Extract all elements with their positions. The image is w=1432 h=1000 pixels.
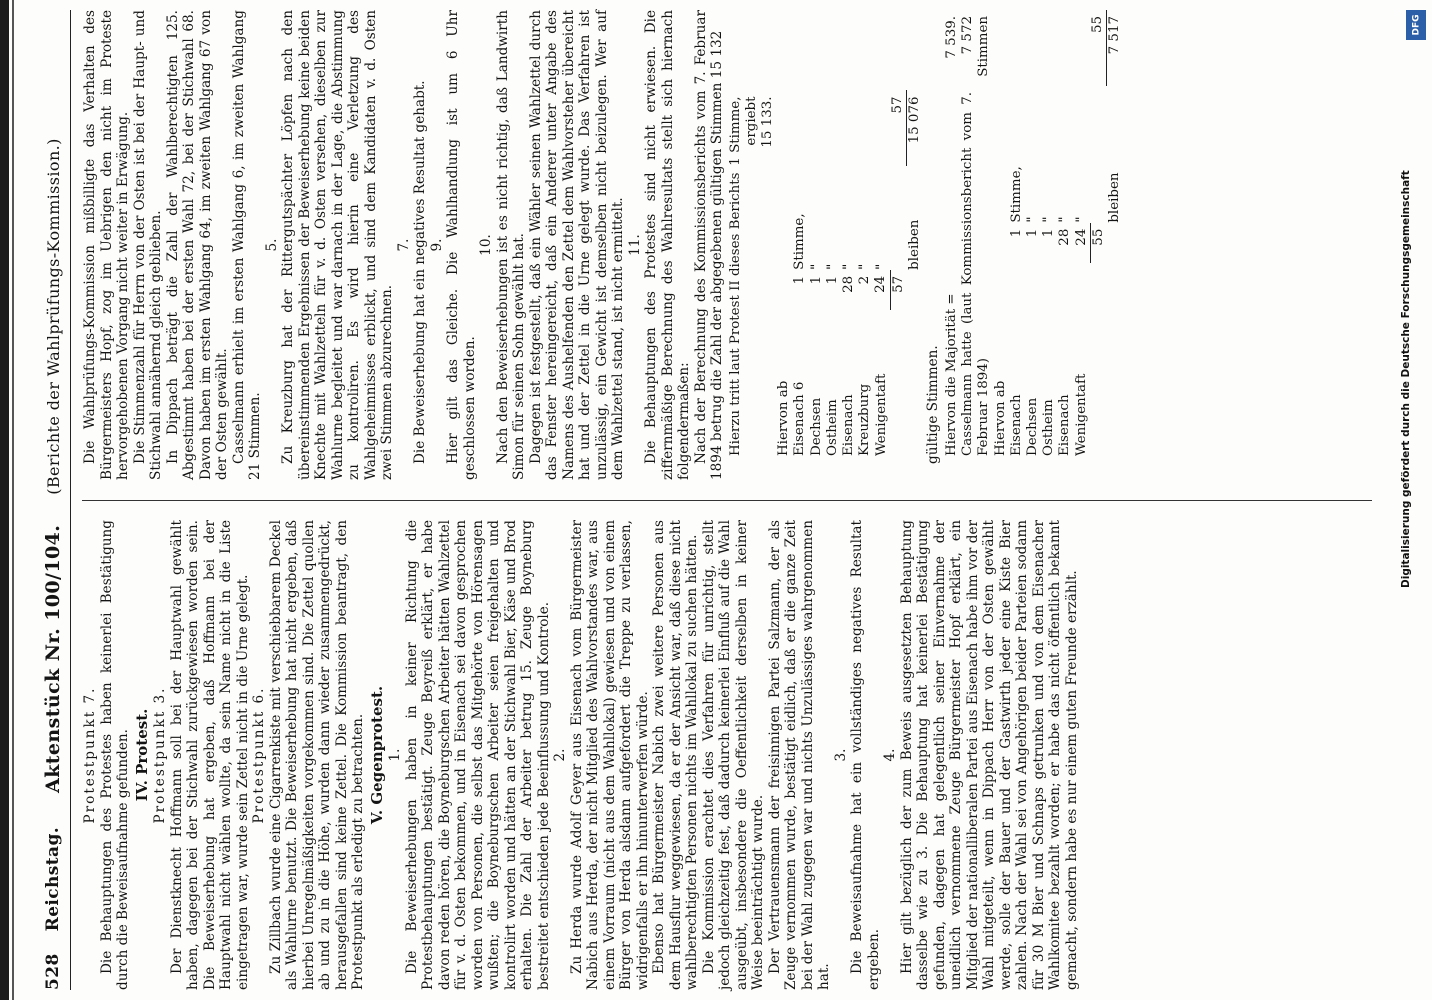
paragraph: Die Behauptungen des Protestes haben keinerlei Bestätigung durch die Beweisaufnahme gefunden. [98,520,131,990]
table-cell: Wenigentaft [873,373,889,456]
paragraph: Hier gilt bezüglich der zum Beweis ausgesetzten Behauptung dasselbe wie zu 3. Die Behauptung hat keinerlei Bestätigung gefunden, dagegen hat gelegentlich seiner Einvernahme der uneidlich vernommene Zeuge Bürgermeister Hopf erklärt, ein Mitglied der nationalliberalen Partei aus Eisenach habe ihm vor der Wahl mitgeteilt, wenn in Dippach Herr von der Osten gewählt werde, solle der Bauer und der Gastwirth jeder eine Kiste Bier zahlen. Nach der Wahl sei von Angehörigen beider Parteien sodann für 30 M Bier und Schnaps getrunken und von dem Eisenacher Wahlkomitee bezahlt worden; er habe das nicht öffentlich bekannt gemacht, sondern habe es nur einem guten Freunde erzählt. [898,520,1080,990]
table-cell: 1 [808,275,824,285]
table-row [776,91,792,457]
table-cell: Casselmann hatte (laut Kommissionsbericht vom 7. Februar 1894) [960,92,992,456]
paragraph: gültige Stimmen. [925,345,942,464]
table-cell: 1 Stimme, [727,96,743,166]
table-cell: 7 517 [1107,16,1123,55]
table-row [1025,10,1041,456]
table-row [809,91,825,457]
table-cell: " [1057,216,1073,223]
table-row [960,10,992,456]
item-number: 9. [428,238,445,252]
table-row [873,91,890,457]
table-cell: Wenigentaft [1073,373,1089,456]
header-aktenstueck: Aktenstück Nr. 100/104. [42,524,64,793]
table-cell: 24 [873,270,890,310]
table-cell: 1 [1024,228,1040,238]
table-cell: bleiben [1107,172,1123,223]
table-cell: Eisenach [1057,394,1073,456]
paragraph: Hier gilt das Gleiche. Die Wahlhandlung ist um 6 Uhr geschlossen worden. [445,10,478,480]
table-cell: Kreuzburg [857,383,873,456]
section-heading: V. Gegenprotest. [367,685,386,825]
table-row [728,91,744,457]
paragraph: Die Behauptungen des Protestes sind nicht erwiesen. Die ziffernmäßige Berechnung des Wahlresultats stellt sich hiernach folgendermaßen: [643,10,692,480]
table-row [1009,10,1025,456]
paragraph: Der Vertrauensmann der freisinnigen Partei Salzmann, der als Zeuge vernommen wurde, bestätigt eidlich, daß er die ganze Zeit bei der Wahl zugegen war und nichts Unzulässiges wahrgenommen hat. [766,520,832,990]
paragraph: In Dippach beträgt die Zahl der Wahlberechtigten 125. Abgestimmt haben bei der ersten Wahl 72, bei der Stichwahl 68. Davon haben im ersten Wahlgang 64, im zweiten Wahlgang 67 von der Osten gewählt. [164,10,230,480]
table-cell: 1 [792,275,808,285]
table-cell: 28 [840,275,856,293]
section-heading: Protestpunkt 3. [152,686,168,824]
table-row [944,10,960,456]
column-divider [82,500,1372,501]
page-edge-line [12,0,14,1000]
paragraph: Die Beweiserhebungen haben in keiner Richtung die Protestbehauptungen bestätigt. Zeuge Beyreiß erklärt, er habe davon reden hören, die Boyneburgschen Arbeiter hätten Wahlzettel für v. d. Osten bekommen, und in Eisenach sei davon gesprochen worden von Personen, die selbst das Mitgehörte von Hörensagen wußten; die Boyneburgschen Arbeiter seien freigehalten und kontrolirt worden und hätten an der Stichwahl Bier, Käse und Brod erhalten. Die Zahl der Arbeiter betrug 15. Zeuge Boyneburg bestreitet entschieden jede Beeinflussung und Kontrole. [403,520,552,990]
table-row [825,91,841,457]
item-number: 11. [626,234,643,256]
table-cell: " [808,263,824,270]
table-cell: Ostheim [824,399,840,456]
right-column [82,10,1376,480]
dfg-credit: Digitalisierung gefördert durch die Deutsche Forschungsgemeinschaft [1400,170,1412,588]
calculation-table [728,91,924,457]
table-cell: Stimme, [1008,166,1024,223]
table-cell: 28 [1057,228,1073,246]
table-cell: ergiebt 15 133. [743,96,775,148]
table-cell: Hiervon ab [776,380,792,456]
paragraph: Die Beweisaufnahme hat ein vollständiges negatives Resultat ergeben. [849,520,882,990]
table-cell: 55 [1090,228,1106,246]
paragraph: Zu Herda wurde Adolf Geyer aus Eisenach vom Bürgermeister Nabich aus Herda, der nicht Mitglied des Wahlvorstandes war, aus einem Vorraum (nicht aus dem Wahllokal) gewiesen und von einem Bürger von Herda alsdann aufgefordert die Treppe zu verlassen, widrigenfalls er ihn hinunterwerfen würde. [568,520,651,990]
dfg-logo [1406,10,1426,40]
table-row [1107,10,1124,456]
item-number: 3. [832,748,849,762]
table-row [1057,10,1073,456]
table-cell: Dechsen [808,397,824,456]
item-number: 2. [552,748,568,762]
table-cell: 1 [824,275,840,285]
table-cell: 1 [1008,228,1024,238]
table-cell: " [1024,216,1040,223]
table-cell: 7 539. [943,16,959,59]
table-cell: Eisenach [840,394,856,456]
table-cell: 7 572 Stimmen [960,16,992,77]
table-cell: 15 076 [907,96,923,144]
table-row [907,91,924,457]
table-cell: 55 [1090,10,1107,86]
paragraph: Zu Kreuzburg hat der Rittergutspächter Löpfen nach den übereinstimmenden Ergebnissen der Beweiserhebung keine beiden Knechte mit Wahlzetteln für v. d. Osten versehen, dieselben zur Wahlurne begleitet und war darnach in der Lage, die Abstimmung zu kontroliren. Es wird hierin eine Verletzung des Wahlgeheimnisses erblickt, und sind dem Kandidaten v. d. Osten zwei Stimmen abzurechnen. [280,10,395,480]
table-row [1074,10,1091,456]
table-cell: Hierzu tritt laut Protest II dieses Berichts [727,172,743,456]
table-row [993,10,1009,456]
table-cell: Hiervon ab [992,380,1008,456]
paragraph: Der Dienstknecht Hoffmann soll bei der Hauptwahl gewählt haben, dagegen bei der Stichwahl zurückgewiesen worden sein. Die Beweiserhebung hat ergeben, daß Hoffmann bei der Hauptwahl nicht wählen wollte, da sein Name nicht in die Liste eingetragen war, wurde sein Zettel nicht in die Urne gelegt. [168,520,251,990]
table-cell: Stimme, [792,213,808,270]
item-number: 4. [882,748,898,762]
page-number: 528 [43,953,63,990]
item-number: 5. [263,238,280,252]
paragraph: Zu Zillbach wurde eine Cigarrenkiste mit verschiebbarem Deckel als Wahlurne benutzt. Die Beweiserhebung hat nicht ergeben, daß hierbei Unregelmäßigkeiten vorgekommen sind. Die Zettel quollen ab und zu in die Höhe, wurden dann wieder zusammengedrückt, herausgefallen sind keine Zettel. Die Kommission beantragt, den Protestpunkt als erledigt zu betrachten. [267,520,366,990]
table-cell: " [857,263,873,270]
table-row [890,91,907,457]
table-row [857,91,873,457]
section-heading: IV. Protest. [132,708,151,802]
paragraph: Casselmann erhielt im ersten Wahlgang 6, im zweiten Wahlgang 21 Stimmen. [230,10,263,480]
paragraph: Die Kommission erachtet dies Verfahren für unrichtig, stellt jedoch gleichzeitig fest, daß dadurch keinerlei Einfluß auf die Wahl ausgeübt, insbesondere die Oeffentlichkeit derselben in keiner Weise beeinträchtigt wurde. [700,520,766,990]
table-cell: " [1073,216,1089,223]
table-cell: " [824,263,840,270]
paragraph: Die Beweiserhebung hat ein negatives Resultat gehabt. [412,80,428,464]
table-cell: 57 [890,275,906,293]
item-number: 1. [387,748,403,762]
page-edge-shadow [0,0,9,1000]
digitization-footer [1400,28,1430,588]
section-heading: Protestpunkt 6. [251,686,267,824]
table-cell: Eisenach 6 [792,381,808,456]
paragraph: Nach den Beweiserhebungen ist es nicht richtig, daß Landwirth Simon für seinen Sohn gewählt hat. [494,10,527,480]
left-column [82,520,1376,990]
table-cell: 24 [1074,223,1091,263]
table-cell: " [873,263,889,270]
paragraph: Die Stimmenzahl für Herrn von der Osten ist bei der Haupt- und Stichwahl annähernd gleich geblieben. [131,10,164,480]
table-row [1041,10,1057,456]
paragraph: Die Wahlprüfungs-Kommission mißbilligte das Verhalten des Bürgermeisters Hopf, zog im Uebrigen den nicht im Proteste hervorgehobenen Vorgang nicht weiter in Erwägung. [82,10,131,480]
header-title: Reichstag. [43,826,63,932]
dfg-logo-text: DFG [1411,14,1422,36]
calculation-table [944,10,1124,456]
table-cell: " [840,263,856,270]
paragraph: Dagegen ist festgestellt, daß ein Wähler seinen Wahlzettel durch das Fenster hereingereicht, daß ein Anderer unter Angabe des Namens des Aushelfenden den Zettel dem Wahlvorsteher übereicht hat und der Zettel in die Urne gelegt wurde. Das Verfahren ist unzulässig, ein Gewicht ist demselben nicht beizulegen. Wer auf dem Wahlzettel stand, ist nicht ermittelt. [527,10,626,480]
table-row [1090,10,1107,456]
table-row [841,91,857,457]
table-cell: 1 [1041,228,1057,238]
table-cell: Dechsen [1024,397,1040,456]
section-heading: Protestpunkt 7. [82,686,98,824]
paragraph: Ebenso hat Bürgermeister Nabich zwei weitere Personen aus dem Hausflur weggewiesen, da er der Ansicht war, daß diese nicht wahlberechtigten Personen nichts im Wahllokal zu suchen hätten. [651,520,700,990]
table-row [744,91,776,457]
item-number: 10. [478,234,494,256]
table-cell: " [1041,216,1057,223]
table-cell: 57 [890,91,907,167]
header-subtitle: (Berichte der Wahlprüfungs-Kommission.) [43,138,63,495]
table-cell: Hiervon die Majorität = [943,293,959,456]
table-cell: Eisenach [1008,394,1024,456]
page-header [36,10,71,990]
table-cell: Ostheim [1041,399,1057,456]
paragraph: Nach der Berechnung des Kommissionsberichts vom 7. Februar 1894 betrug die Zahl der abgegebenen gültigen Stimmen 15 132 [692,10,725,480]
table-cell: 2 [857,275,873,285]
table-cell: bleiben [906,219,922,270]
item-number: 7. [395,238,412,252]
table-row [792,91,808,457]
document-page [36,10,1376,990]
